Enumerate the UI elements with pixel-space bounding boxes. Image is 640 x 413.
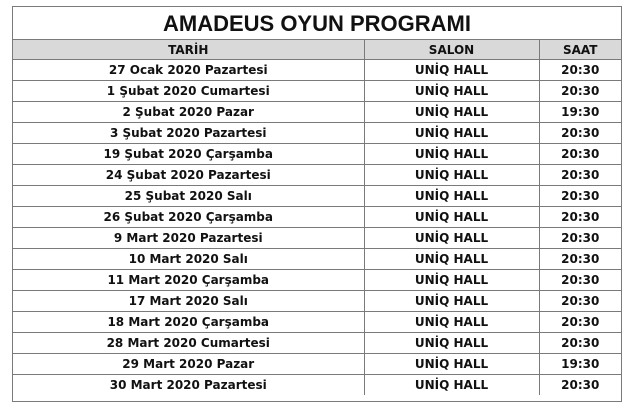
cell-venue: UNİQ HALL <box>364 207 539 228</box>
cell-venue: UNİQ HALL <box>364 60 539 81</box>
cell-venue: UNİQ HALL <box>364 312 539 333</box>
cell-venue: UNİQ HALL <box>364 81 539 102</box>
schedule-table <box>13 40 621 395</box>
schedule-table-frame <box>12 6 622 402</box>
cell-venue: UNİQ HALL <box>364 354 539 375</box>
table-row <box>13 102 621 123</box>
cell-date: 18 Mart 2020 Çarşamba <box>13 312 364 333</box>
table-row <box>13 207 621 228</box>
cell-time: 20:30 <box>539 123 621 144</box>
cell-time: 20:30 <box>539 186 621 207</box>
cell-time: 20:30 <box>539 333 621 354</box>
cell-time: 20:30 <box>539 270 621 291</box>
cell-venue: UNİQ HALL <box>364 375 539 396</box>
cell-time: 20:30 <box>539 312 621 333</box>
cell-date: 10 Mart 2020 Salı <box>13 249 364 270</box>
cell-time: 19:30 <box>539 102 621 123</box>
cell-date: 26 Şubat 2020 Çarşamba <box>13 207 364 228</box>
cell-venue: UNİQ HALL <box>364 165 539 186</box>
cell-time: 20:30 <box>539 207 621 228</box>
cell-venue: UNİQ HALL <box>364 186 539 207</box>
cell-date: 17 Mart 2020 Salı <box>13 291 364 312</box>
cell-venue: UNİQ HALL <box>364 102 539 123</box>
table-row <box>13 375 621 396</box>
table-row <box>13 186 621 207</box>
table-row <box>13 270 621 291</box>
cell-time: 20:30 <box>539 228 621 249</box>
cell-date: 24 Şubat 2020 Pazartesi <box>13 165 364 186</box>
table-row <box>13 165 621 186</box>
cell-date: 30 Mart 2020 Pazartesi <box>13 375 364 396</box>
table-row <box>13 123 621 144</box>
table-row <box>13 312 621 333</box>
cell-date: 2 Şubat 2020 Pazar <box>13 102 364 123</box>
column-header-date: TARİH <box>13 40 364 60</box>
table-row <box>13 81 621 102</box>
cell-venue: UNİQ HALL <box>364 144 539 165</box>
table-row <box>13 228 621 249</box>
table-row <box>13 291 621 312</box>
table-row <box>13 60 621 81</box>
cell-date: 29 Mart 2020 Pazar <box>13 354 364 375</box>
column-header-time: SAAT <box>539 40 621 60</box>
cell-venue: UNİQ HALL <box>364 333 539 354</box>
table-row <box>13 354 621 375</box>
cell-venue: UNİQ HALL <box>364 291 539 312</box>
cell-date: 19 Şubat 2020 Çarşamba <box>13 144 364 165</box>
cell-venue: UNİQ HALL <box>364 228 539 249</box>
cell-date: 27 Ocak 2020 Pazartesi <box>13 60 364 81</box>
cell-time: 20:30 <box>539 165 621 186</box>
cell-date: 9 Mart 2020 Pazartesi <box>13 228 364 249</box>
cell-date: 28 Mart 2020 Cumartesi <box>13 333 364 354</box>
cell-time: 20:30 <box>539 249 621 270</box>
cell-venue: UNİQ HALL <box>364 249 539 270</box>
cell-venue: UNİQ HALL <box>364 270 539 291</box>
table-header-row <box>13 40 621 60</box>
cell-date: 11 Mart 2020 Çarşamba <box>13 270 364 291</box>
table-row <box>13 333 621 354</box>
table-row <box>13 144 621 165</box>
cell-time: 20:30 <box>539 291 621 312</box>
cell-time: 20:30 <box>539 375 621 396</box>
cell-date: 25 Şubat 2020 Salı <box>13 186 364 207</box>
column-header-venue: SALON <box>364 40 539 60</box>
page-title: AMADEUS OYUN PROGRAMI <box>13 7 621 40</box>
table-row <box>13 249 621 270</box>
cell-time: 19:30 <box>539 354 621 375</box>
cell-venue: UNİQ HALL <box>364 123 539 144</box>
cell-time: 20:30 <box>539 60 621 81</box>
cell-time: 20:30 <box>539 81 621 102</box>
cell-date: 3 Şubat 2020 Pazartesi <box>13 123 364 144</box>
cell-time: 20:30 <box>539 144 621 165</box>
cell-date: 1 Şubat 2020 Cumartesi <box>13 81 364 102</box>
